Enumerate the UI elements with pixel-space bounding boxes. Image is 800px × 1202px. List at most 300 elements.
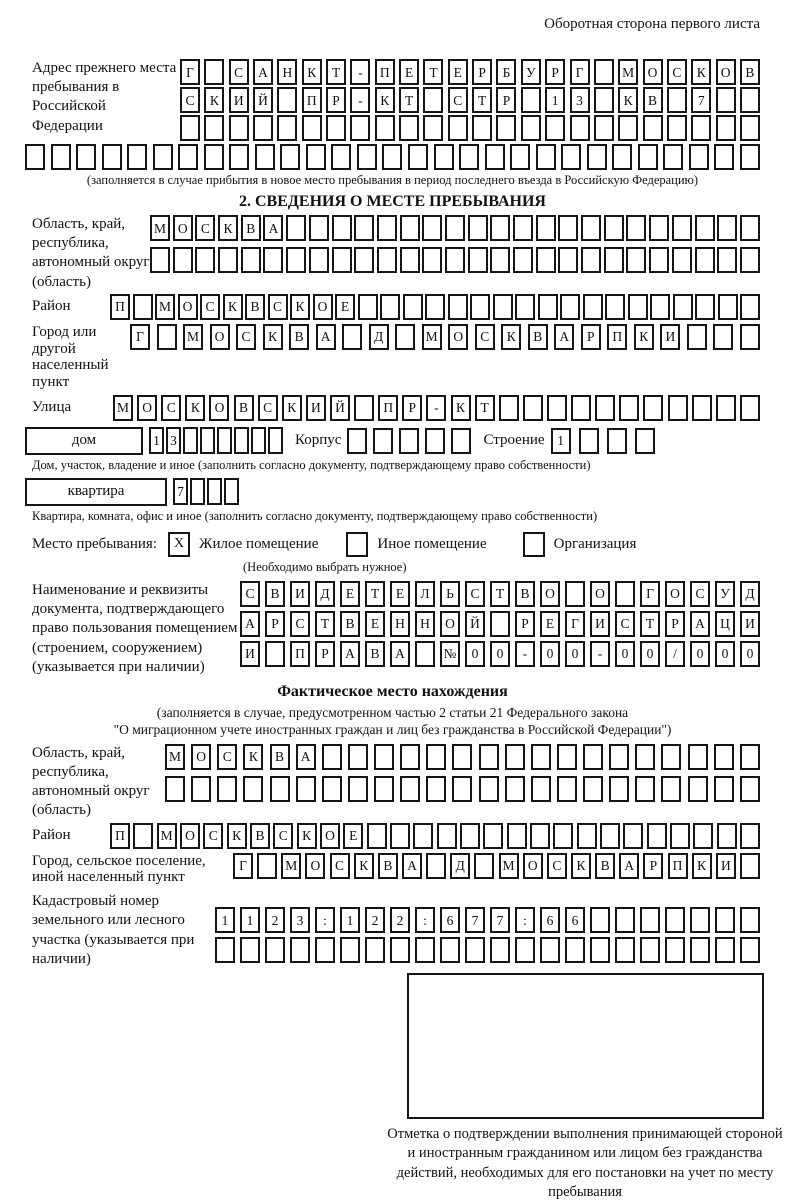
char-cell[interactable]: - — [515, 641, 535, 667]
char-cell[interactable] — [740, 87, 760, 113]
char-cell[interactable] — [332, 247, 352, 273]
char-cell[interactable]: Г — [565, 611, 585, 637]
char-cell[interactable] — [695, 215, 715, 241]
char-cell[interactable]: Е — [340, 581, 360, 607]
char-cell[interactable] — [434, 144, 454, 170]
char-cell[interactable]: К — [451, 395, 471, 421]
char-cell[interactable]: О — [305, 853, 325, 879]
char-cell[interactable]: С — [200, 294, 220, 320]
char-cell[interactable] — [452, 744, 472, 770]
char-cell[interactable] — [689, 144, 709, 170]
char-cell[interactable]: М — [281, 853, 301, 879]
char-cell[interactable] — [332, 215, 352, 241]
char-cell[interactable]: С — [330, 853, 350, 879]
char-cell[interactable] — [521, 87, 541, 113]
char-cell[interactable]: К — [223, 294, 243, 320]
char-cell[interactable]: Е — [390, 581, 410, 607]
char-cell[interactable]: - — [426, 395, 446, 421]
char-cell[interactable] — [395, 324, 415, 350]
char-cell[interactable]: К — [501, 324, 521, 350]
char-cell[interactable]: А — [554, 324, 574, 350]
char-cell[interactable]: 1 — [551, 428, 571, 454]
char-cell[interactable] — [716, 87, 736, 113]
char-cell[interactable]: О — [448, 324, 468, 350]
char-cell[interactable] — [280, 144, 300, 170]
char-cell[interactable]: К — [692, 853, 712, 879]
char-cell[interactable] — [490, 937, 510, 963]
char-cell[interactable] — [714, 144, 734, 170]
char-cell[interactable] — [609, 776, 629, 802]
char-cell[interactable] — [690, 907, 710, 933]
char-cell[interactable] — [713, 324, 733, 350]
char-cell[interactable] — [638, 144, 658, 170]
char-cell[interactable]: А — [263, 215, 283, 241]
char-cell[interactable]: М — [150, 215, 170, 241]
char-cell[interactable] — [531, 744, 551, 770]
char-cell[interactable] — [688, 744, 708, 770]
char-cell[interactable]: Д — [369, 324, 389, 350]
char-cell[interactable]: Е — [448, 59, 468, 85]
char-cell[interactable] — [309, 247, 329, 273]
char-cell[interactable] — [547, 395, 567, 421]
char-cell[interactable] — [229, 115, 249, 141]
char-cell[interactable]: Р — [315, 641, 335, 667]
char-cell[interactable] — [594, 115, 614, 141]
char-cell[interactable] — [234, 427, 249, 454]
char-cell[interactable]: К — [297, 823, 317, 849]
char-cell[interactable]: П — [110, 823, 130, 849]
char-cell[interactable] — [375, 115, 395, 141]
char-cell[interactable] — [740, 823, 760, 849]
char-cell[interactable] — [604, 215, 624, 241]
char-cell[interactable]: О — [191, 744, 211, 770]
char-cell[interactable] — [687, 324, 707, 350]
char-cell[interactable]: Р — [472, 59, 492, 85]
char-cell[interactable]: 0 — [690, 641, 710, 667]
char-cell[interactable] — [650, 294, 670, 320]
char-cell[interactable] — [661, 776, 681, 802]
char-cell[interactable]: К — [618, 87, 638, 113]
char-cell[interactable]: С — [229, 59, 249, 85]
char-cell[interactable] — [468, 247, 488, 273]
char-cell[interactable]: В — [740, 59, 760, 85]
char-cell[interactable]: К — [302, 59, 322, 85]
char-cell[interactable] — [715, 907, 735, 933]
char-cell[interactable] — [255, 144, 275, 170]
char-cell[interactable] — [399, 115, 419, 141]
char-cell[interactable] — [243, 776, 263, 802]
char-cell[interactable]: 1 — [240, 907, 260, 933]
char-cell[interactable] — [505, 744, 525, 770]
char-cell[interactable]: 7 — [490, 907, 510, 933]
char-cell[interactable]: К — [634, 324, 654, 350]
char-cell[interactable]: В — [528, 324, 548, 350]
char-cell[interactable] — [605, 294, 625, 320]
char-cell[interactable] — [315, 937, 335, 963]
char-cell[interactable] — [470, 294, 490, 320]
char-cell[interactable] — [459, 144, 479, 170]
char-cell[interactable] — [640, 937, 660, 963]
char-cell[interactable] — [740, 776, 760, 802]
char-cell[interactable]: : — [315, 907, 335, 933]
char-cell[interactable] — [499, 395, 519, 421]
char-cell[interactable] — [425, 294, 445, 320]
char-cell[interactable] — [571, 395, 591, 421]
char-cell[interactable] — [536, 215, 556, 241]
char-cell[interactable]: Д — [315, 581, 335, 607]
char-cell[interactable]: 0 — [565, 641, 585, 667]
char-cell[interactable] — [649, 247, 669, 273]
char-cell[interactable] — [374, 744, 394, 770]
char-cell[interactable] — [133, 294, 153, 320]
char-cell[interactable] — [604, 247, 624, 273]
char-cell[interactable]: С — [268, 294, 288, 320]
char-cell[interactable]: М — [113, 395, 133, 421]
char-cell[interactable] — [445, 247, 465, 273]
char-cell[interactable]: Т — [475, 395, 495, 421]
char-cell[interactable] — [367, 823, 387, 849]
char-cell[interactable] — [415, 641, 435, 667]
char-cell[interactable] — [425, 428, 445, 454]
char-cell[interactable]: 2 — [265, 907, 285, 933]
char-cell[interactable]: И — [306, 395, 326, 421]
char-cell[interactable] — [672, 215, 692, 241]
char-cell[interactable]: 0 — [715, 641, 735, 667]
char-cell[interactable]: К — [227, 823, 247, 849]
char-cell[interactable] — [200, 427, 215, 454]
char-cell[interactable]: Р — [515, 611, 535, 637]
char-cell[interactable] — [626, 247, 646, 273]
char-cell[interactable]: О — [523, 853, 543, 879]
char-cell[interactable]: Й — [253, 87, 273, 113]
char-cell[interactable]: Т — [490, 581, 510, 607]
char-cell[interactable] — [451, 428, 471, 454]
char-cell[interactable] — [579, 428, 599, 454]
char-cell[interactable] — [377, 215, 397, 241]
char-cell[interactable]: 6 — [540, 907, 560, 933]
char-cell[interactable]: С — [465, 581, 485, 607]
char-cell[interactable] — [358, 294, 378, 320]
char-cell[interactable]: М — [499, 853, 519, 879]
char-cell[interactable] — [400, 776, 420, 802]
char-cell[interactable]: О — [590, 581, 610, 607]
char-cell[interactable]: П — [668, 853, 688, 879]
char-cell[interactable]: Г — [180, 59, 200, 85]
char-cell[interactable] — [296, 776, 316, 802]
char-cell[interactable] — [207, 478, 222, 505]
char-cell[interactable] — [607, 428, 627, 454]
char-cell[interactable]: - — [350, 59, 370, 85]
char-cell[interactable]: 1 — [149, 427, 164, 454]
char-cell[interactable]: 0 — [465, 641, 485, 667]
char-cell[interactable] — [635, 428, 655, 454]
char-cell[interactable]: В — [270, 744, 290, 770]
char-cell[interactable] — [400, 744, 420, 770]
char-cell[interactable]: Т — [399, 87, 419, 113]
char-cell[interactable]: С — [203, 823, 223, 849]
char-cell[interactable]: 0 — [615, 641, 635, 667]
char-cell[interactable] — [423, 115, 443, 141]
char-cell[interactable]: Е — [343, 823, 363, 849]
char-cell[interactable]: К — [571, 853, 591, 879]
char-cell[interactable]: И — [740, 611, 760, 637]
char-cell[interactable] — [545, 115, 565, 141]
char-cell[interactable]: О — [540, 581, 560, 607]
char-cell[interactable] — [615, 581, 635, 607]
char-cell[interactable] — [581, 247, 601, 273]
char-cell[interactable] — [377, 247, 397, 273]
char-cell[interactable] — [218, 247, 238, 273]
char-cell[interactable]: Т — [640, 611, 660, 637]
char-cell[interactable] — [695, 247, 715, 273]
char-cell[interactable] — [595, 395, 615, 421]
char-cell[interactable]: Й — [465, 611, 485, 637]
char-cell[interactable]: Р — [581, 324, 601, 350]
char-cell[interactable] — [496, 115, 516, 141]
char-cell[interactable] — [612, 144, 632, 170]
char-cell[interactable] — [673, 294, 693, 320]
char-cell[interactable]: Р — [402, 395, 422, 421]
char-cell[interactable] — [178, 144, 198, 170]
char-cell[interactable]: Т — [315, 611, 335, 637]
char-cell[interactable]: В — [250, 823, 270, 849]
char-cell[interactable]: С — [615, 611, 635, 637]
char-cell[interactable] — [290, 937, 310, 963]
char-cell[interactable] — [665, 907, 685, 933]
char-cell[interactable]: В — [643, 87, 663, 113]
char-cell[interactable]: 7 — [691, 87, 711, 113]
char-cell[interactable]: Р — [643, 853, 663, 879]
char-cell[interactable] — [215, 937, 235, 963]
char-cell[interactable]: Д — [740, 581, 760, 607]
char-cell[interactable]: : — [415, 907, 435, 933]
char-cell[interactable] — [286, 215, 306, 241]
char-cell[interactable] — [382, 144, 402, 170]
char-cell[interactable] — [415, 937, 435, 963]
char-cell[interactable]: И — [590, 611, 610, 637]
char-cell[interactable]: В — [515, 581, 535, 607]
char-cell[interactable] — [354, 215, 374, 241]
char-cell[interactable] — [507, 823, 527, 849]
char-cell[interactable] — [716, 395, 736, 421]
char-cell[interactable] — [400, 247, 420, 273]
char-cell[interactable] — [635, 776, 655, 802]
char-cell[interactable] — [268, 427, 283, 454]
char-cell[interactable] — [127, 144, 147, 170]
char-cell[interactable] — [373, 428, 393, 454]
char-cell[interactable] — [557, 744, 577, 770]
char-cell[interactable] — [253, 115, 273, 141]
char-cell[interactable]: К — [691, 59, 711, 85]
char-cell[interactable] — [224, 478, 239, 505]
char-cell[interactable] — [490, 247, 510, 273]
char-cell[interactable]: К — [218, 215, 238, 241]
char-cell[interactable]: 6 — [565, 907, 585, 933]
char-cell[interactable]: О — [180, 823, 200, 849]
char-cell[interactable]: Г — [640, 581, 660, 607]
char-cell[interactable] — [672, 247, 692, 273]
char-cell[interactable] — [714, 776, 734, 802]
char-cell[interactable]: С — [161, 395, 181, 421]
char-cell[interactable]: С — [448, 87, 468, 113]
char-cell[interactable] — [590, 907, 610, 933]
char-cell[interactable]: М — [183, 324, 203, 350]
char-cell[interactable]: К — [243, 744, 263, 770]
char-cell[interactable]: 3 — [290, 907, 310, 933]
char-cell[interactable] — [594, 59, 614, 85]
char-cell[interactable] — [347, 428, 367, 454]
char-cell[interactable] — [240, 937, 260, 963]
char-cell[interactable]: У — [715, 581, 735, 607]
char-cell[interactable]: А — [253, 59, 273, 85]
char-cell[interactable] — [173, 247, 193, 273]
char-cell[interactable] — [714, 744, 734, 770]
char-cell[interactable]: Г — [233, 853, 253, 879]
char-cell[interactable]: О — [313, 294, 333, 320]
char-cell[interactable]: Е — [399, 59, 419, 85]
char-cell[interactable] — [229, 144, 249, 170]
char-cell[interactable] — [668, 395, 688, 421]
char-cell[interactable]: К — [282, 395, 302, 421]
char-cell[interactable]: П — [110, 294, 130, 320]
char-cell[interactable]: А — [402, 853, 422, 879]
char-cell[interactable] — [204, 59, 224, 85]
char-cell[interactable] — [265, 937, 285, 963]
char-cell[interactable] — [277, 115, 297, 141]
char-cell[interactable] — [740, 395, 760, 421]
char-cell[interactable] — [513, 215, 533, 241]
char-cell[interactable] — [715, 937, 735, 963]
char-cell[interactable] — [322, 744, 342, 770]
char-cell[interactable] — [740, 853, 760, 879]
char-cell[interactable] — [615, 907, 635, 933]
char-cell[interactable]: С — [290, 611, 310, 637]
char-cell[interactable] — [583, 294, 603, 320]
char-cell[interactable] — [331, 144, 351, 170]
char-cell[interactable] — [505, 776, 525, 802]
char-cell[interactable]: С — [217, 744, 237, 770]
char-cell[interactable] — [468, 215, 488, 241]
char-cell[interactable]: : — [515, 907, 535, 933]
char-cell[interactable] — [740, 115, 760, 141]
char-cell[interactable]: М — [618, 59, 638, 85]
char-cell[interactable] — [241, 247, 261, 273]
char-cell[interactable] — [553, 823, 573, 849]
char-cell[interactable] — [437, 823, 457, 849]
char-cell[interactable] — [717, 247, 737, 273]
char-cell[interactable] — [538, 294, 558, 320]
char-cell[interactable] — [399, 428, 419, 454]
char-cell[interactable]: М — [155, 294, 175, 320]
char-cell[interactable] — [623, 823, 643, 849]
char-cell[interactable] — [649, 215, 669, 241]
char-cell[interactable]: С — [180, 87, 200, 113]
char-cell[interactable] — [583, 744, 603, 770]
char-cell[interactable] — [716, 115, 736, 141]
char-cell[interactable]: С — [690, 581, 710, 607]
char-cell[interactable] — [643, 115, 663, 141]
char-cell[interactable]: Р — [265, 611, 285, 637]
char-cell[interactable] — [490, 215, 510, 241]
char-cell[interactable] — [635, 744, 655, 770]
char-cell[interactable] — [688, 776, 708, 802]
char-cell[interactable]: В — [289, 324, 309, 350]
char-cell[interactable]: С — [240, 581, 260, 607]
char-cell[interactable]: С — [195, 215, 215, 241]
char-cell[interactable] — [515, 294, 535, 320]
checkbox-organization[interactable] — [523, 532, 545, 557]
char-cell[interactable] — [445, 215, 465, 241]
house-box[interactable]: дом — [25, 427, 143, 455]
char-cell[interactable]: А — [316, 324, 336, 350]
char-cell[interactable]: В — [595, 853, 615, 879]
char-cell[interactable]: П — [375, 59, 395, 85]
char-cell[interactable]: К — [263, 324, 283, 350]
char-cell[interactable]: Т — [472, 87, 492, 113]
char-cell[interactable]: С — [547, 853, 567, 879]
char-cell[interactable]: М — [422, 324, 442, 350]
char-cell[interactable] — [483, 823, 503, 849]
char-cell[interactable] — [350, 115, 370, 141]
char-cell[interactable]: В — [340, 611, 360, 637]
char-cell[interactable]: Т — [365, 581, 385, 607]
char-cell[interactable] — [740, 907, 760, 933]
char-cell[interactable] — [640, 907, 660, 933]
char-cell[interactable]: 6 — [440, 907, 460, 933]
char-cell[interactable]: М — [165, 744, 185, 770]
apartment-box[interactable]: квартира — [25, 478, 167, 506]
char-cell[interactable]: А — [619, 853, 639, 879]
char-cell[interactable]: П — [607, 324, 627, 350]
char-cell[interactable] — [277, 87, 297, 113]
char-cell[interactable]: В — [378, 853, 398, 879]
char-cell[interactable]: - — [590, 641, 610, 667]
char-cell[interactable]: С — [667, 59, 687, 85]
char-cell[interactable]: О — [173, 215, 193, 241]
char-cell[interactable]: О — [209, 395, 229, 421]
char-cell[interactable] — [717, 215, 737, 241]
char-cell[interactable] — [348, 744, 368, 770]
char-cell[interactable] — [558, 215, 578, 241]
char-cell[interactable] — [521, 115, 541, 141]
char-cell[interactable] — [692, 395, 712, 421]
char-cell[interactable]: Ь — [440, 581, 460, 607]
char-cell[interactable]: О — [178, 294, 198, 320]
char-cell[interactable]: Р — [326, 87, 346, 113]
char-cell[interactable] — [153, 144, 173, 170]
char-cell[interactable] — [270, 776, 290, 802]
char-cell[interactable] — [663, 144, 683, 170]
char-cell[interactable] — [717, 823, 737, 849]
char-cell[interactable] — [365, 937, 385, 963]
char-cell[interactable] — [665, 937, 685, 963]
char-cell[interactable]: К — [204, 87, 224, 113]
char-cell[interactable]: 7 — [173, 478, 188, 505]
char-cell[interactable]: Р — [545, 59, 565, 85]
char-cell[interactable]: Г — [130, 324, 150, 350]
char-cell[interactable]: / — [665, 641, 685, 667]
char-cell[interactable]: 3 — [570, 87, 590, 113]
char-cell[interactable] — [490, 611, 510, 637]
char-cell[interactable] — [667, 115, 687, 141]
char-cell[interactable] — [740, 324, 760, 350]
char-cell[interactable] — [590, 937, 610, 963]
char-cell[interactable] — [400, 215, 420, 241]
char-cell[interactable]: К — [375, 87, 395, 113]
char-cell[interactable] — [690, 937, 710, 963]
char-cell[interactable] — [426, 853, 446, 879]
checkbox-other-premises[interactable] — [346, 532, 368, 557]
